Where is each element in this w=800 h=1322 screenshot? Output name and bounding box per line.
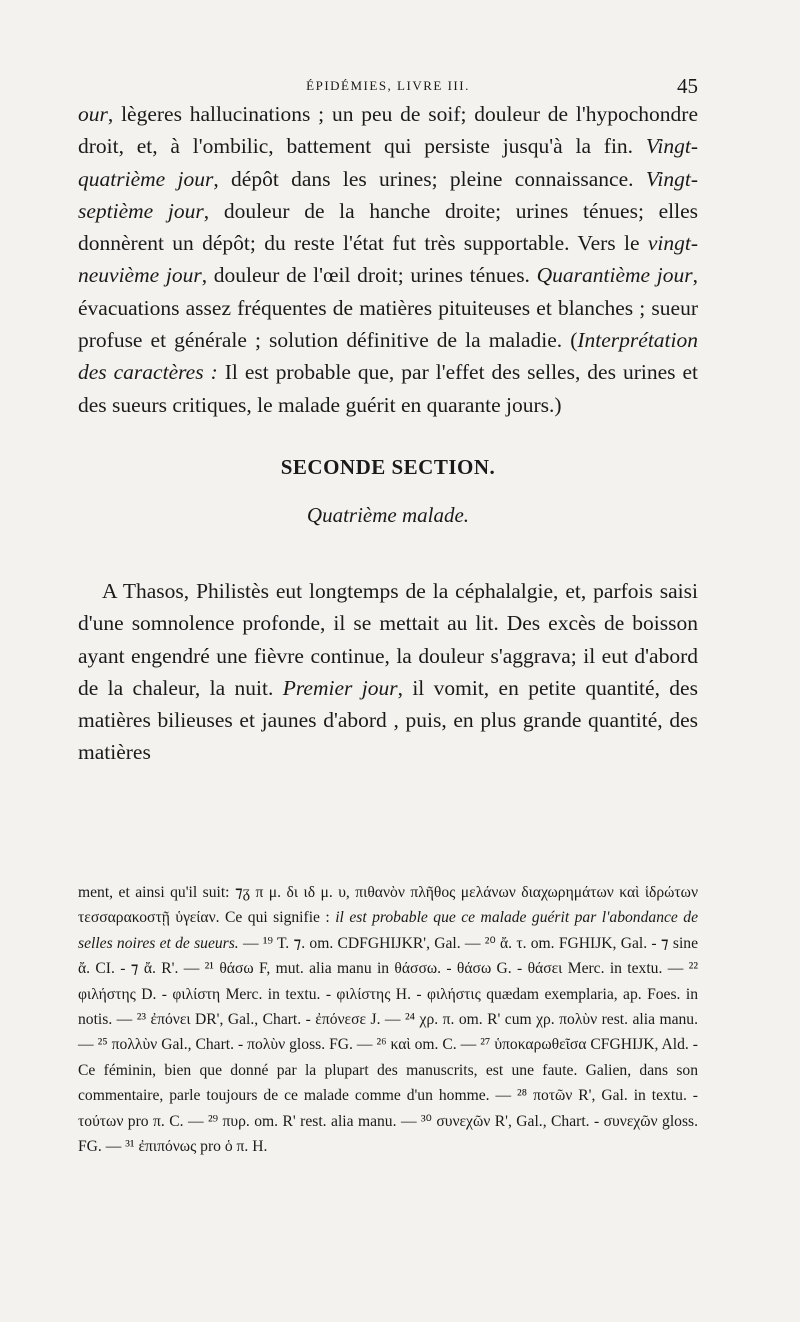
section-title: SECONDE SECTION. [280, 454, 496, 479]
footnote-italic: il est probable que ce malade guérit par l'abondance de selles noires et de sueurs. [78, 909, 699, 952]
italic-text: Quarantième jour [536, 263, 693, 288]
footnote-variants: — ¹⁹ T. ⁊. om. CDFGHIJKR', Gal. — ²⁰ ἄ. τ. om. FGHIJK, Gal. - ⁊ sine ἄ. CI. - ⁊ ἄ. R'. — ²¹ θάσω F, mut. alia manu in θάσσω. - θάσω G. - θάσει Merc. in textu. — ²² φιλήστης D. - φιλίστη Merc. in textu. - φιλίστης H. - φιλήστις quædam exemplaria, ap. Foes. in notis. — ²³ ἐπόνει DR', Gal., Chart. - ἐπόνεσε J. — ²⁴ χρ. π. om. R' cum χρ. πολὺν rest. alia manu. — ²⁵ πολλὺν Gal., Chart. - πολὺν gloss. FG. — ²⁶ καὶ om. C. — ²⁷ ὑποκαρωθεῖσα CFGHIJK, Ald. - Ce féminin, bien que donné par la plupart des manuscrits, est une faute. Galien, dans son commentaire, parle toujours de ce malade comme d'un homme. — ²⁸ ποτῶν R', Gal. in textu. - τούτων pro π. C. — ²⁹ πυρ. om. R' rest. alia manu. — ³⁰ συνεχῶν R', Gal., Chart. - συνεχῶν gloss. FG. — ³¹ ἐπιπόνως pro ὁ π. H. [78, 934, 699, 1156]
italic-text: Interprétation des caractères : [78, 328, 698, 385]
running-head: ÉPIDÉMIES, LIVRE III. [306, 78, 470, 93]
footnote-text: ment, et ainsi qu'il suit: ⁊ᵹ π μ. δι ιδ μ. υ, πιθανὸν πλῆθος μελάνων διαχωρημάτων καὶ ἱδρώτων τεσσαρακοστῇ ὑγείαν. Ce qui signifie : [78, 884, 698, 927]
text: , lègeres hallucinations ; un peu de soif; douleur de l'hypochondre droit, et, à l'ombilic, battement qui persiste jusqu'à la fin. [78, 102, 698, 159]
section-subtitle: Quatrième malade. [306, 502, 470, 527]
page-header [78, 70, 698, 98]
footnotes [78, 880, 698, 1159]
text: Il est probable que, par l'effet des selles, des urines et des sueurs critiques, le malade guérit en quarante jours.) [78, 360, 698, 417]
page-number: 45 [677, 74, 698, 98]
body-paragraph-2 [78, 575, 698, 769]
italic-text: Vingt-septième jour [78, 166, 698, 223]
text: , il vomit, en petite quantité, des matières bilieuses et jaunes d'abord , puis, en plus grande quantité, des matières [78, 675, 698, 765]
body-paragraph-1 [78, 98, 698, 421]
text: , douleur de l'œil droit; urines ténues. [201, 263, 537, 288]
italic-text: vingt-neuvième jour [78, 231, 698, 288]
italic-text: Vingt-quatrième jour [78, 134, 698, 191]
italic-text: Premier jour [282, 675, 398, 700]
text: , dépôt dans les urines; pleine connaissance. [213, 166, 646, 191]
text: , évacuations assez fréquentes de matières pituiteuses et blanches ; sueur profuse et générale ; solution définitive de la maladie. ( [78, 263, 698, 353]
text: , douleur de la hanche droite; urines ténues; elles donnèrent un dépôt; du reste l'état fut très supportable. Vers le [78, 198, 699, 256]
italic-text: our [78, 102, 108, 126]
text: A Thasos, Philistès eut longtemps de la céphalalgie, et, parfois saisi d'une somnolence profonde, il se mettait au lit. Des excès de boisson ayant engendré une fièvre continue, la douleur s'aggrava; il eut d'abord de la chaleur, la nuit. [78, 578, 698, 700]
page [78, 70, 698, 769]
